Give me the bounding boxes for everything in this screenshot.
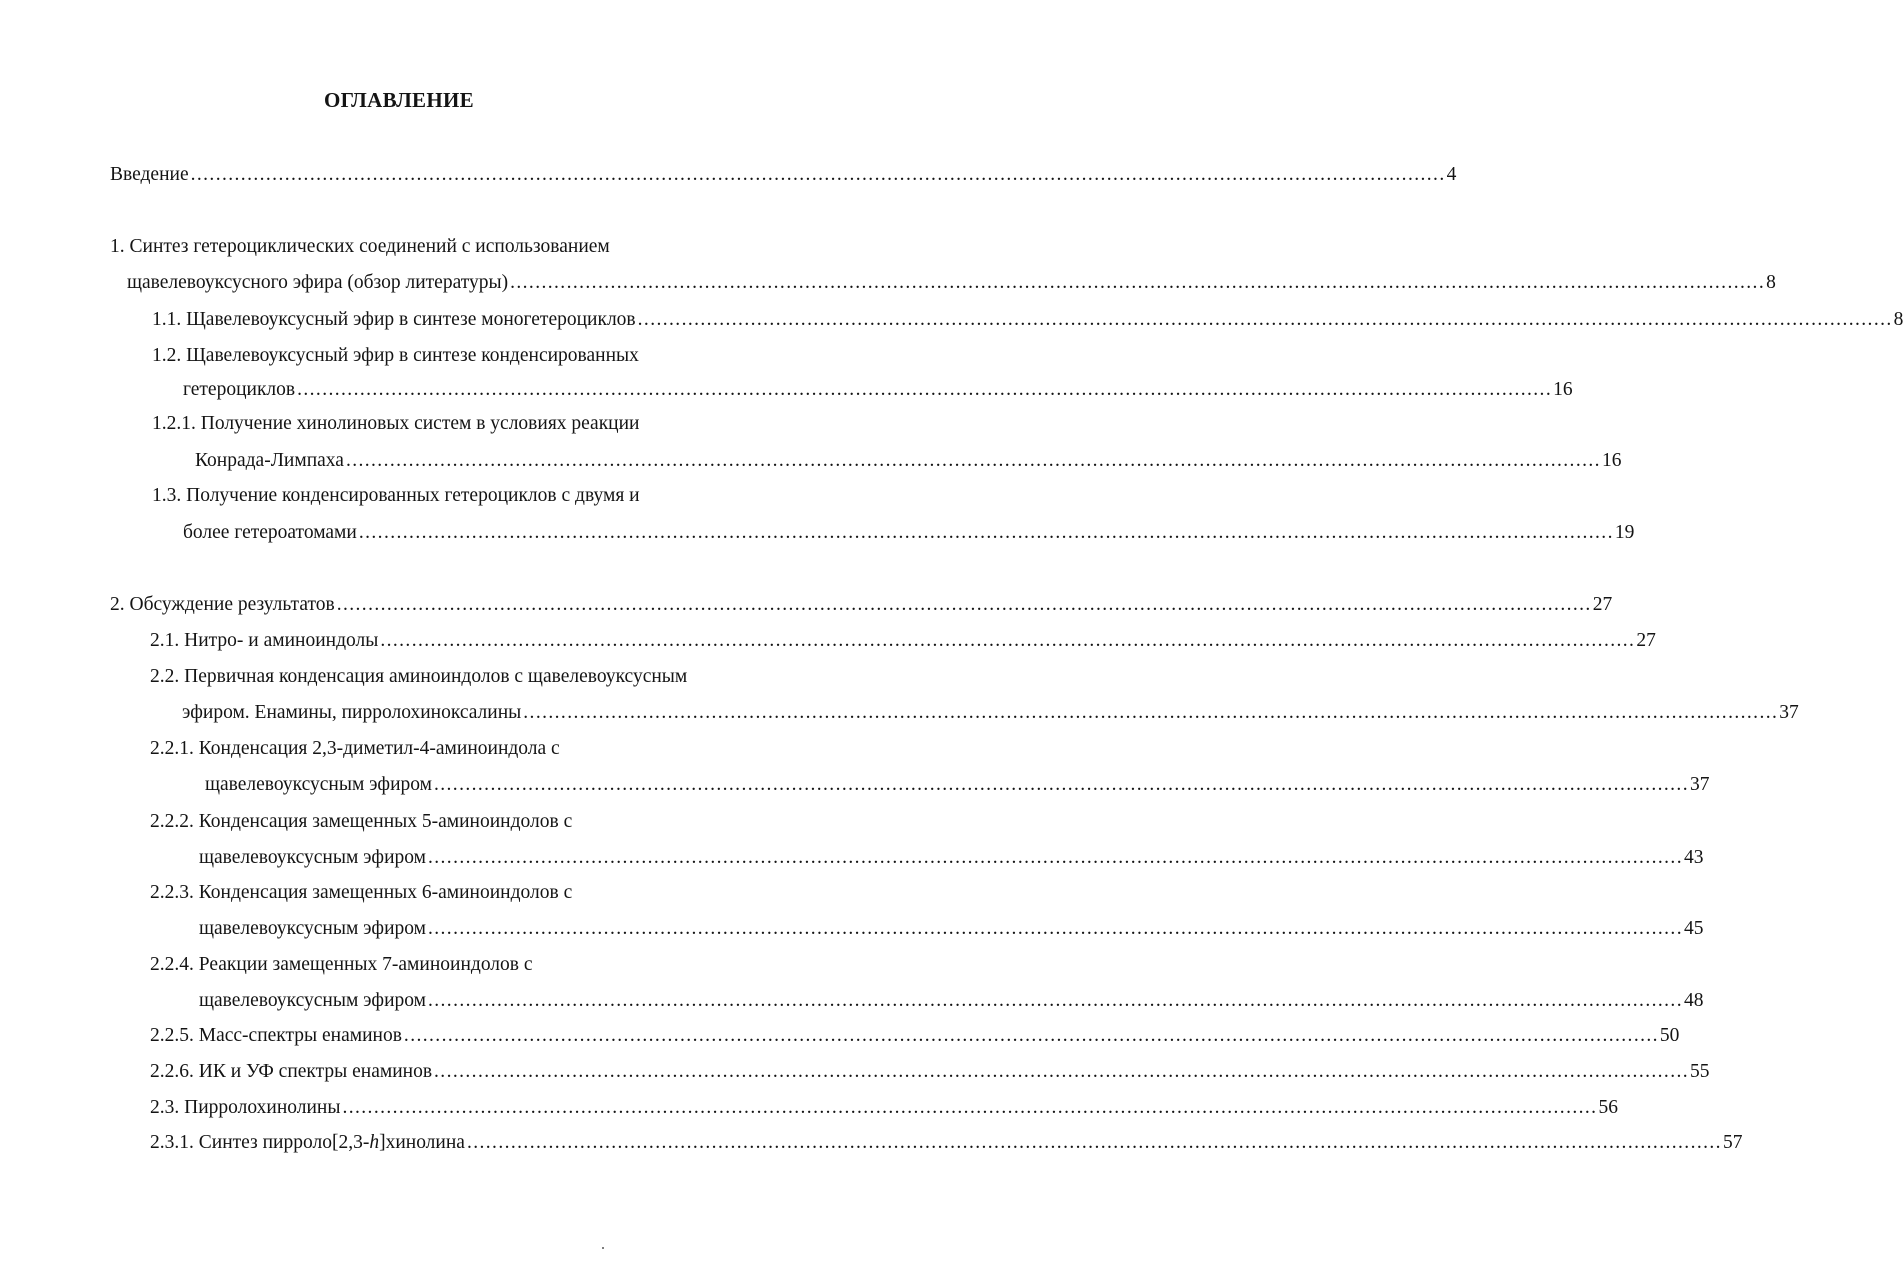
toc-entry-text: 1.1. Щавелевоуксусный эфир в синтезе моногетероциклов <box>152 309 636 330</box>
scan-speck <box>602 1247 604 1249</box>
toc-entry-text: 1.2. Щавелевоуксусный эфир в синтезе конденсированных <box>152 345 639 366</box>
toc-leader-dots: ........................................................................................................................................................................................................ <box>342 1097 1598 1118</box>
toc-page-number: 19 <box>1614 522 1635 543</box>
toc-page-number: 57 <box>1722 1132 1743 1153</box>
toc-leader-dots: ........................................................................................................................................................................................................ <box>345 450 1601 471</box>
toc-page-number: 16 <box>1601 450 1622 471</box>
toc-entry-chapter-1-line-2[interactable] <box>127 271 1776 295</box>
toc-entry-text: более гетероатомами <box>183 522 357 543</box>
toc-entry-2-2-2-line-2[interactable] <box>199 846 1704 870</box>
toc-leader-dots: ........................................................................................................................................................................................................ <box>403 1025 1659 1046</box>
toc-leader-dots: ........................................................................................................................................................................................................ <box>297 379 1553 400</box>
toc-entry-2-2-3-line-1[interactable] <box>150 881 572 905</box>
toc-entry-text: гетероциклов <box>183 379 296 400</box>
toc-entry-text: 2.2.5. Масс-спектры енаминов <box>150 1025 402 1046</box>
toc-entry-text: 2.2.1. Конденсация 2,3-диметил-4-аминоиндола с <box>150 738 560 759</box>
toc-page-number: 8 <box>1893 309 1903 330</box>
toc-entry-1-2-1-line-2[interactable] <box>195 449 1622 473</box>
toc-entry-1-3-line-1[interactable] <box>152 484 640 508</box>
toc-entry-2-2-1-line-1[interactable] <box>150 737 560 761</box>
toc-leader-dots: ........................................................................................................................................................................................................ <box>427 918 1683 939</box>
toc-entry-2-2-line-1[interactable] <box>150 665 687 689</box>
toc-page-number: 55 <box>1690 1061 1710 1082</box>
toc-leader-dots: ........................................................................................................................................................................................................ <box>434 1061 1690 1082</box>
toc-page-number: 45 <box>1683 918 1704 939</box>
toc-entry-text <box>150 1131 465 1155</box>
toc-page-number: 43 <box>1683 847 1704 868</box>
toc-page-number: 27 <box>1636 630 1656 651</box>
toc-page-number: 37 <box>1689 774 1710 795</box>
toc-entry-text-italic: h <box>369 1132 380 1153</box>
toc-entry-2-2-2-line-1[interactable] <box>150 810 572 834</box>
toc-entry-text: 2.3. Пирролохинолины <box>150 1097 341 1118</box>
toc-page-number: 8 <box>1766 272 1776 293</box>
page-title: ОГЛАВЛЕНИЕ <box>324 88 474 112</box>
toc-leader-dots: ........................................................................................................................................................................................................ <box>466 1132 1722 1153</box>
toc-entry-1-2-line-1[interactable] <box>152 344 639 368</box>
toc-entry-1-1[interactable] <box>152 308 1903 332</box>
toc-entry-2-2-4-line-1[interactable] <box>150 953 533 977</box>
toc-entry-2-2-4-line-2[interactable] <box>199 989 1704 1013</box>
toc-leader-dots: ........................................................................................................................................................................................................ <box>433 774 1689 795</box>
toc-page-number: 16 <box>1553 379 1573 400</box>
toc-leader-dots: ........................................................................................................................................................................................................ <box>427 847 1683 868</box>
toc-entry-text: 2.2.3. Конденсация замещенных 6-аминоиндолов с <box>150 882 573 903</box>
toc-entry-2-1[interactable] <box>150 629 1656 653</box>
toc-entry-text: 2.1. Нитро- и аминоиндолы <box>150 630 379 651</box>
toc-entry-text: 2.2.4. Реакции замещенных 7-аминоиндолов с <box>150 954 533 975</box>
toc-leader-dots: ........................................................................................................................................................................................................ <box>637 309 1893 330</box>
toc-entry-text: щавелевоуксусным эфиром <box>205 774 432 795</box>
toc-entry-chapter-1-line-1[interactable] <box>110 235 610 259</box>
toc-entry-chapter-2[interactable] <box>110 593 1613 617</box>
toc-entry-text: Введение <box>110 164 189 185</box>
toc-entry-2-2-5[interactable] <box>150 1024 1680 1048</box>
toc-entry-text-part: 2.3.1. Синтез пирроло[2,3- <box>150 1132 370 1153</box>
toc-page-number: 48 <box>1683 990 1704 1011</box>
toc-leader-dots: ........................................................................................................................................................................................................ <box>427 990 1683 1011</box>
toc-leader-dots: ........................................................................................................................................................................................................ <box>336 594 1592 615</box>
toc-page-number: 27 <box>1592 594 1613 615</box>
toc-entry-text: щавелевоуксусным эфиром <box>199 918 426 939</box>
toc-entry-text: щавелевоуксусным эфиром <box>199 847 426 868</box>
toc-entry-text: 2.2. Первичная конденсация аминоиндолов с щавелевоуксусным <box>150 666 688 687</box>
toc-entry-text: 2.2.6. ИК и УФ спектры енаминов <box>150 1061 433 1082</box>
toc-entry-text-part: ]хинолина <box>379 1132 465 1153</box>
toc-entry-text: 1.3. Получение конденсированных гетероциклов с двумя и <box>152 485 640 506</box>
toc-entry-1-2-1-line-1[interactable] <box>152 412 640 436</box>
toc-entry-text: Конрада-Лимпаха <box>195 450 344 471</box>
toc-entry-2-2-6[interactable] <box>150 1060 1710 1084</box>
toc-entry-2-3[interactable] <box>150 1096 1618 1120</box>
toc-entry-2-2-line-2[interactable] <box>182 701 1799 725</box>
toc-page-number: 37 <box>1779 702 1799 723</box>
toc-entry-text: эфиром. Енамины, пирролохиноксалины <box>182 702 522 723</box>
toc-entry-text: 2. Обсуждение результатов <box>110 594 335 615</box>
toc-entry-text: 2.2.2. Конденсация замещенных 5-аминоиндолов с <box>150 811 573 832</box>
toc-leader-dots: ........................................................................................................................................................................................................ <box>190 164 1446 185</box>
toc-entry-text: щавелевоуксусным эфиром <box>199 990 426 1011</box>
toc-leader-dots: ........................................................................................................................................................................................................ <box>523 702 1779 723</box>
toc-page-number: 56 <box>1598 1097 1618 1118</box>
toc-entry-introduction[interactable] <box>110 163 1457 187</box>
toc-page-number: 4 <box>1446 164 1457 185</box>
toc-leader-dots: ........................................................................................................................................................................................................ <box>510 272 1766 293</box>
toc-entry-2-2-3-line-2[interactable] <box>199 917 1704 941</box>
toc-entry-text: щавелевоуксусного эфира (обзор литературы) <box>127 272 509 293</box>
toc-entry-1-3-line-2[interactable] <box>183 521 1635 545</box>
toc-leader-dots: ........................................................................................................................................................................................................ <box>358 522 1614 543</box>
toc-entry-text: 1. Синтез гетероциклических соединений с использованием <box>110 236 610 257</box>
toc-entry-1-2-line-2[interactable] <box>183 378 1573 402</box>
toc-entry-2-3-1[interactable] <box>150 1131 1743 1155</box>
toc-entry-2-2-1-line-2[interactable] <box>205 773 1710 797</box>
toc-leader-dots: ........................................................................................................................................................................................................ <box>380 630 1636 651</box>
toc-entry-text: 1.2.1. Получение хинолиновых систем в условиях реакции <box>152 413 640 434</box>
toc-page-number: 50 <box>1659 1025 1680 1046</box>
